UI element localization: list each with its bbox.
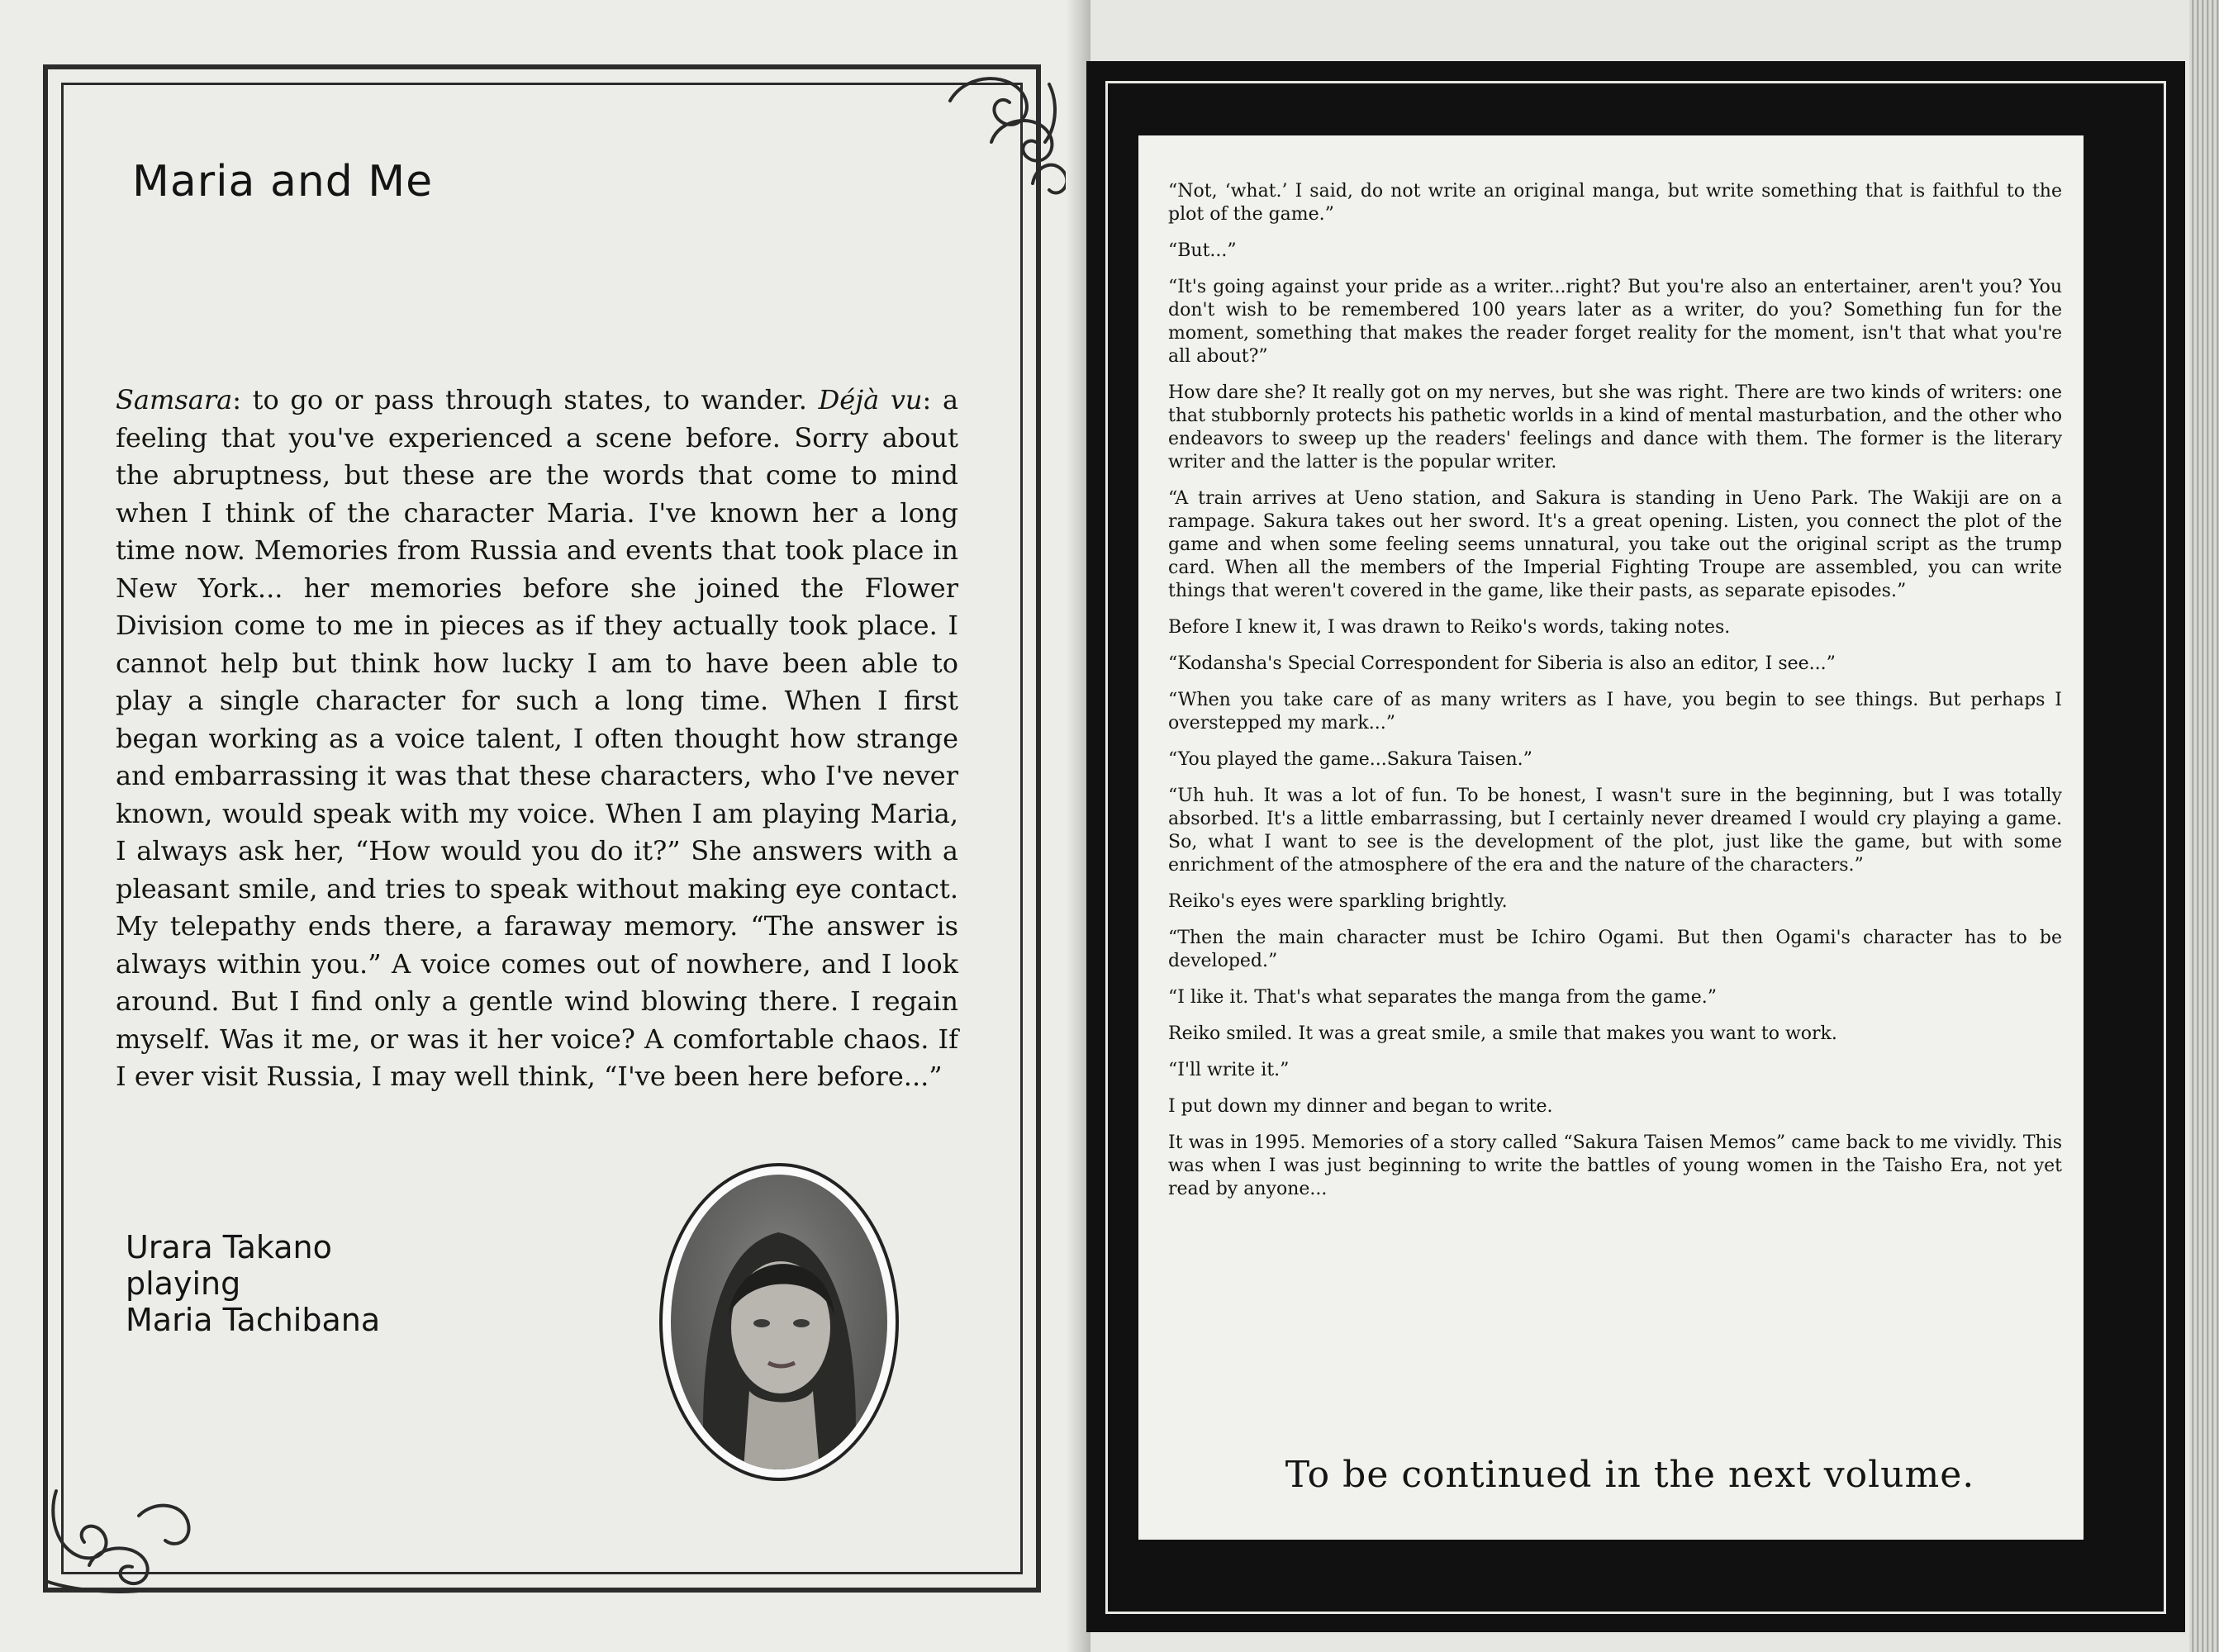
story-paragraph: “Kodansha's Special Correspondent for Siberia is also an editor, I see...” (1168, 653, 1836, 674)
author-portrait-photo (671, 1175, 887, 1469)
story-paragraph: “You played the game...Sakura Taisen.” (1168, 749, 1532, 770)
corner-flourish-ornament (40, 1466, 197, 1598)
continued-notice: To be continued in the next volume. (1285, 1454, 1975, 1496)
story-paragraph: “Then the main character must be Ichiro Ogami. But then Ogami's character has to be developed.” (1168, 928, 2062, 971)
page-title: Maria and Me (132, 157, 434, 206)
story-paragraph: How dare she? It really got on my nerves, but she was right. There are two kinds of writers: one that stubbornly protects his pathetic worlds in a kind of mental masturbation, and the other who endeavors to sweep up the readers' feelings and dance with them. The former is the literary writer and the latter is the popular writer. (1168, 382, 2062, 472)
story-paragraph: “It's going against your pride as a writer...right? But you're also an entertainer, aren't you? You don't wish to be remembered 100 years later as a writer, do you? Something fun for the moment, something that makes the reader forget reality for the moment, isn't that what you're all about?” (1168, 277, 2062, 367)
term-deja-vu: Déjà vu (818, 384, 923, 415)
author-role: playing (126, 1265, 241, 1302)
author-credit (126, 1229, 380, 1338)
page-edges (2189, 0, 2219, 1652)
author-portrait-frame (659, 1163, 899, 1481)
term-samsara: Samsara (116, 384, 233, 415)
story-paragraph: “Not, ‘what.’ I said, do not write an original manga, but write something that is faithful to the plot of the game.” (1168, 181, 2062, 225)
portrait-silhouette (671, 1175, 887, 1469)
story-paragraph: “Uh huh. It was a lot of fun. To be honest, I wasn't sure in the beginning, but I was totally absorbed. It's a little embarrassing, but I certainly never dreamed I would cry playing a game. So, what I want to see is the development of the plot, just like the game, but with some enrichment of the atmosphere of the era and the nature of the characters.” (1168, 786, 2062, 876)
story-paragraph: “I like it. That's what separates the manga from the game.” (1168, 987, 1718, 1008)
story-text (1168, 180, 2062, 1214)
story-paragraph: It was in 1995. Memories of a story called “Sakura Taisen Memos” came back to me vividly. This was when I was just beginning to write the battles of young women in the Taisho Era, not yet read by anyone... (1168, 1132, 2062, 1199)
story-paragraph: Before I knew it, I was drawn to Reiko's words, taking notes. (1168, 617, 1731, 638)
story-paragraph: “But...” (1168, 240, 1237, 261)
story-paragraph: “I'll write it.” (1168, 1060, 1290, 1080)
story-paragraph: Reiko's eyes were sparkling brightly. (1168, 891, 1508, 912)
author-name: Urara Takano (126, 1229, 332, 1265)
character-name: Maria Tachibana (126, 1302, 381, 1338)
essay-body: : a feeling that you've experienced a scene before. Sorry about the abruptness, but these are the words that come to mind when I think of the character Maria. I've known her a long time now. Memories from Russia and events that took place in New York... her memories before she joined the Flower Division come to me in pieces as if they actually took place. I cannot help but think how lucky I am to have been able to play a single character for such a long time. When I first began working as a voice talent, I often thought how strange and embarrassing it was that these characters, who I've never known, would speak with my voice. When I am playing Maria, I always ask her, “How would you do it?” She answers with a pleasant smile, and tries to speak without making eye contact. My telepathy ends there, a faraway memory. “The answer is always within you.” A voice comes out of nowhere, and I look around. But I find only a gentle wind blowing there. I regain myself. Was it me, or was it her voice? A comfortable chaos. If I ever visit Russia, I may well think, “I've been here before...” (116, 384, 959, 1092)
definition-samsara: : to go or pass through states, to wander. (232, 384, 819, 415)
corner-flourish-ornament (934, 68, 1074, 204)
story-paragraph: I put down my dinner and began to write. (1168, 1096, 1553, 1117)
essay-text (116, 382, 958, 1096)
story-paragraph: “A train arrives at Ueno station, and Sakura is standing in Ueno Park. The Wakiji are on a rampage. Sakura takes out her sword. It's a great opening. Listen, you connect the plot of the game and when some feeling seems unnatural, you take out the original script as the trump card. When all the members of the Imperial Fighting Troupe are assembled, you can write things that weren't covered in the game, like their pasts, as separate episodes.” (1168, 488, 2062, 601)
story-paragraph: Reiko smiled. It was a great smile, a smile that makes you want to work. (1168, 1023, 1837, 1044)
story-paragraph: “When you take care of as many writers as I have, you begin to see things. But perhaps I overstepped my mark...” (1168, 690, 2062, 733)
